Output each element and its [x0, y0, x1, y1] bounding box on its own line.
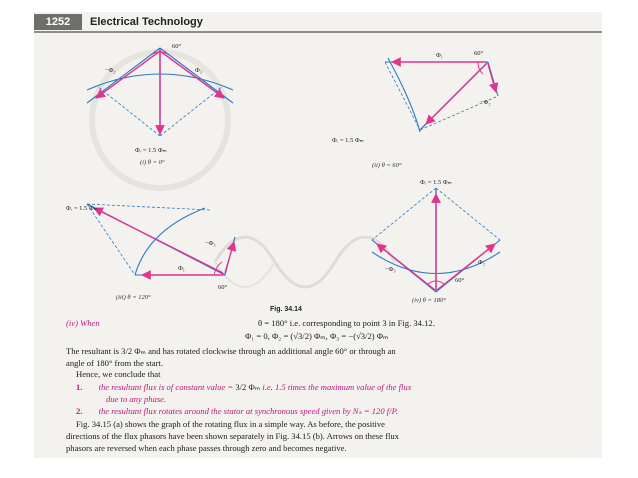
phi1-label: Φ₁	[178, 265, 186, 272]
angle-label: 60°	[474, 50, 484, 57]
item-text: the resultant flux is of constant value =	[98, 382, 234, 392]
item-number: 1.	[76, 382, 83, 392]
arc	[135, 208, 205, 275]
diagram-caption: (iv) θ = 180°	[412, 297, 446, 304]
case-label: (iv) When	[66, 318, 100, 328]
figure-label: Fig. 34.14	[270, 306, 302, 313]
dashed-guide	[87, 204, 210, 210]
phi1-label: Φ₁	[436, 52, 444, 59]
resultant-label: Φᵣ = 1.5 Φₘ	[332, 137, 364, 144]
angle-label: 60°	[455, 277, 465, 284]
paragraph-line: directions of the flux phasors have been shown separately in Fig. 34.15 (b). Arrows on these flux	[66, 431, 399, 441]
dashed-guide	[385, 62, 420, 130]
resultant-line-2: angle of 180° from the start.	[66, 358, 163, 368]
diagram-iv	[372, 179, 500, 304]
resultant-label: Φᵣ = 1.5 Φₘ	[420, 179, 452, 186]
list-item-2	[76, 406, 398, 417]
diagram-caption: (ii) θ = 60°	[372, 162, 402, 169]
paragraph-line: phasors are reversed when each phase passes through zero and becomes negative.	[66, 443, 347, 453]
resultant-text-b: and has rotated clockwise through an additional angle 60° or through an	[148, 346, 396, 356]
diagram-caption: (i) θ = 0°	[140, 159, 165, 166]
dashed-guide	[372, 188, 436, 240]
diagram-i	[87, 43, 233, 166]
book-title: Electrical Technology	[90, 16, 203, 28]
diagram-ii	[332, 50, 498, 169]
phasor-line	[87, 48, 160, 103]
diagram-caption: (iii) θ = 120°	[116, 294, 151, 301]
case-condition: θ = 180° i.e. corresponding to point 3 in Fig. 34.12.	[258, 318, 435, 328]
resultant-fraction: 3/2 Φₘ	[121, 346, 146, 356]
resultant-arrow	[94, 208, 223, 273]
phasor-line	[160, 48, 233, 103]
list-item-1	[76, 382, 411, 393]
phi2-arrow	[488, 64, 496, 92]
resultant-label: Φᵣ = 1.5 Φₘ	[135, 147, 167, 154]
item-fraction: 3/2 Φₘ	[235, 382, 261, 392]
item-text-emphasis: i.e. 1.5 times the maximum value of the flux	[262, 382, 412, 392]
resultant-label: Φᵣ = 1.5 Φₘ	[66, 205, 98, 212]
equation: Φ₁ = 0, Φ₂ = (√3/2) Φₘ, Φ₃ = −(√3/2) Φₘ	[245, 331, 389, 341]
dashed-guide	[436, 188, 500, 240]
paragraph-line: Fig. 34.15 (a) shows the graph of the rotating flux in a simple way. As before, the positive	[76, 419, 385, 429]
resultant-line	[66, 346, 396, 357]
dashed-guide	[87, 204, 135, 275]
phi2-label: Φ₂	[478, 259, 486, 266]
phi2-label: −Φ₂	[105, 67, 116, 74]
phi3-label: Φ₃	[195, 67, 203, 74]
item-text: the resultant flux rotates around the stator at synchronous speed given by Nₛ = 120 f/P.	[98, 406, 398, 416]
angle-label: 60°	[172, 43, 182, 50]
angle-label: 60°	[218, 284, 228, 291]
resultant-text-a: The resultant is	[66, 346, 119, 356]
phi3-label: −Φ₃	[385, 266, 396, 273]
phi3-label: −Φ₃	[205, 240, 216, 247]
page-number: 1252	[34, 14, 82, 30]
diagram-iii	[66, 204, 235, 301]
list-item-1-continued: due to any phase.	[106, 394, 167, 404]
dashed-guide	[97, 86, 160, 136]
resultant-arrow	[426, 64, 486, 124]
phi2-label: −Φ₂	[480, 99, 491, 106]
phi2-arrow	[437, 244, 495, 290]
conclude-text: Hence, we conclude that	[76, 369, 161, 379]
background-bleed	[92, 52, 395, 287]
item-number: 2.	[76, 406, 83, 416]
dashed-guide	[160, 86, 223, 136]
